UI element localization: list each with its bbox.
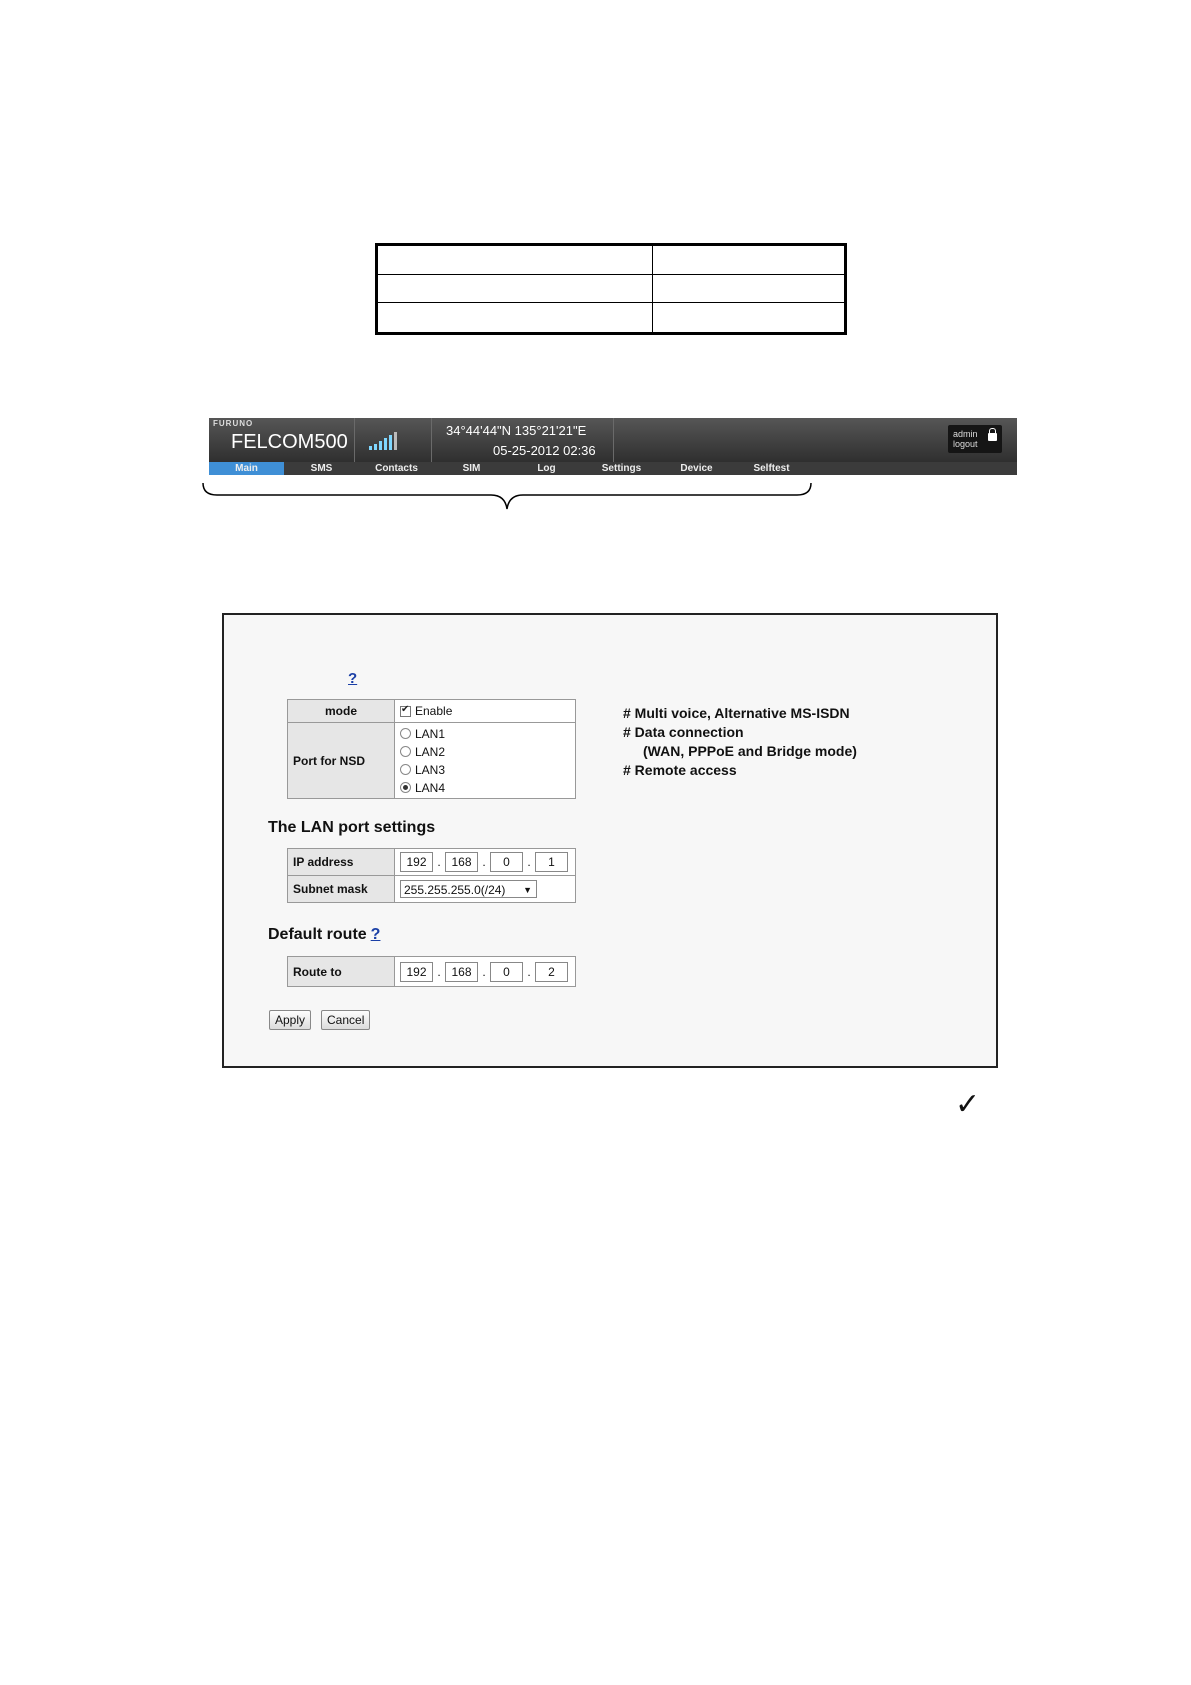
enable-checkbox[interactable] (400, 706, 411, 717)
route-octet-input[interactable]: 0 (490, 962, 523, 982)
table-cell (378, 275, 653, 304)
nsd-settings-table (287, 699, 576, 799)
subnet-mask-label: Subnet mask (288, 876, 395, 903)
radio-button[interactable] (400, 764, 411, 775)
feature-notes (623, 704, 857, 780)
radio-label: LAN1 (415, 726, 446, 741)
signal-strength-icon (369, 428, 411, 450)
tab-device[interactable]: Device (680, 463, 713, 474)
table-cell (653, 275, 844, 304)
table-cell (653, 303, 844, 332)
lan-section-title: The LAN port settings (268, 819, 436, 836)
help-link[interactable]: ? (348, 670, 358, 687)
tab-sms[interactable]: SMS (310, 463, 333, 474)
settings-panel (222, 613, 998, 1068)
divider (354, 418, 355, 462)
ip-octet-input[interactable]: 192 (400, 852, 433, 872)
help-link[interactable]: ? (370, 926, 381, 943)
note-line: # Remote access (623, 762, 737, 778)
radio-button[interactable] (400, 728, 411, 739)
apply-button[interactable]: Apply (269, 1010, 311, 1030)
route-octet-input[interactable]: 2 (535, 962, 568, 982)
default-route-label: Default route (268, 926, 367, 943)
note-line: # Data connection (623, 724, 744, 740)
tab-selftest[interactable]: Selftest (753, 463, 790, 474)
logout-button[interactable] (948, 425, 1002, 453)
port-label: Port for NSD (288, 723, 395, 799)
ip-address-label: IP address (288, 849, 395, 876)
table-cell (653, 246, 844, 275)
divider (613, 418, 614, 462)
radio-button[interactable] (400, 746, 411, 757)
divider (431, 418, 432, 462)
subnet-mask-value: 255.255.255.0(/24) (404, 883, 506, 897)
tab-settings[interactable]: Settings (601, 463, 642, 474)
empty-table (375, 243, 847, 335)
lan-settings-table (287, 848, 576, 903)
cancel-button[interactable]: Cancel (321, 1010, 370, 1030)
route-to-label: Route to (288, 957, 395, 987)
port-option-lan4[interactable] (400, 779, 570, 797)
mode-enable-option[interactable] (400, 702, 570, 720)
product-name: FELCOM500 (231, 431, 348, 453)
brand-logo: FURUNO (213, 419, 254, 428)
dropdown-arrow-icon: ▼ (523, 885, 532, 895)
logout-label: logout (953, 439, 978, 449)
admin-label: admin (953, 429, 978, 439)
ip-octet-input[interactable]: 168 (445, 852, 478, 872)
radio-label: LAN4 (415, 780, 446, 795)
tab-main[interactable]: Main (209, 462, 284, 475)
table-cell (378, 246, 653, 275)
app-header (209, 418, 1017, 475)
ip-octet-input[interactable]: 1 (535, 852, 568, 872)
subnet-mask-select[interactable] (400, 880, 537, 898)
route-octet-input[interactable]: 168 (445, 962, 478, 982)
default-route-title (268, 926, 380, 944)
table-cell (378, 303, 653, 332)
note-line: (WAN, PPPoE and Bridge mode) (643, 743, 857, 759)
check-mark-icon: ✓ (955, 1087, 981, 1122)
route-table (287, 956, 576, 987)
mode-label: mode (288, 700, 395, 723)
port-option-lan3[interactable] (400, 761, 570, 779)
ip-octet-input[interactable]: 0 (490, 852, 523, 872)
header-top (209, 418, 1017, 462)
ip-address-field: 192 . 168 . 0 . 1 (400, 852, 570, 872)
route-octet-input[interactable]: 192 (400, 962, 433, 982)
brace-annotation (201, 481, 813, 513)
date-time: 05-25-2012 02:36 (493, 443, 596, 458)
note-line: # Multi voice, Alternative MS-ISDN (623, 705, 850, 721)
tab-sim[interactable]: SIM (462, 463, 481, 474)
gps-coordinates: 34°44'44"N 135°21'21"E (446, 423, 587, 438)
route-to-field: 192 . 168 . 0 . 2 (400, 962, 570, 982)
port-option-lan1[interactable] (400, 725, 570, 743)
radio-label: LAN2 (415, 744, 446, 759)
lock-icon (988, 433, 997, 441)
tab-log[interactable]: Log (537, 463, 556, 474)
tab-contacts[interactable]: Contacts (375, 463, 418, 474)
radio-label: LAN3 (415, 762, 446, 777)
port-option-lan2[interactable] (400, 743, 570, 761)
main-nav (209, 462, 1017, 475)
enable-label: Enable (415, 704, 453, 718)
radio-button[interactable] (400, 782, 411, 793)
